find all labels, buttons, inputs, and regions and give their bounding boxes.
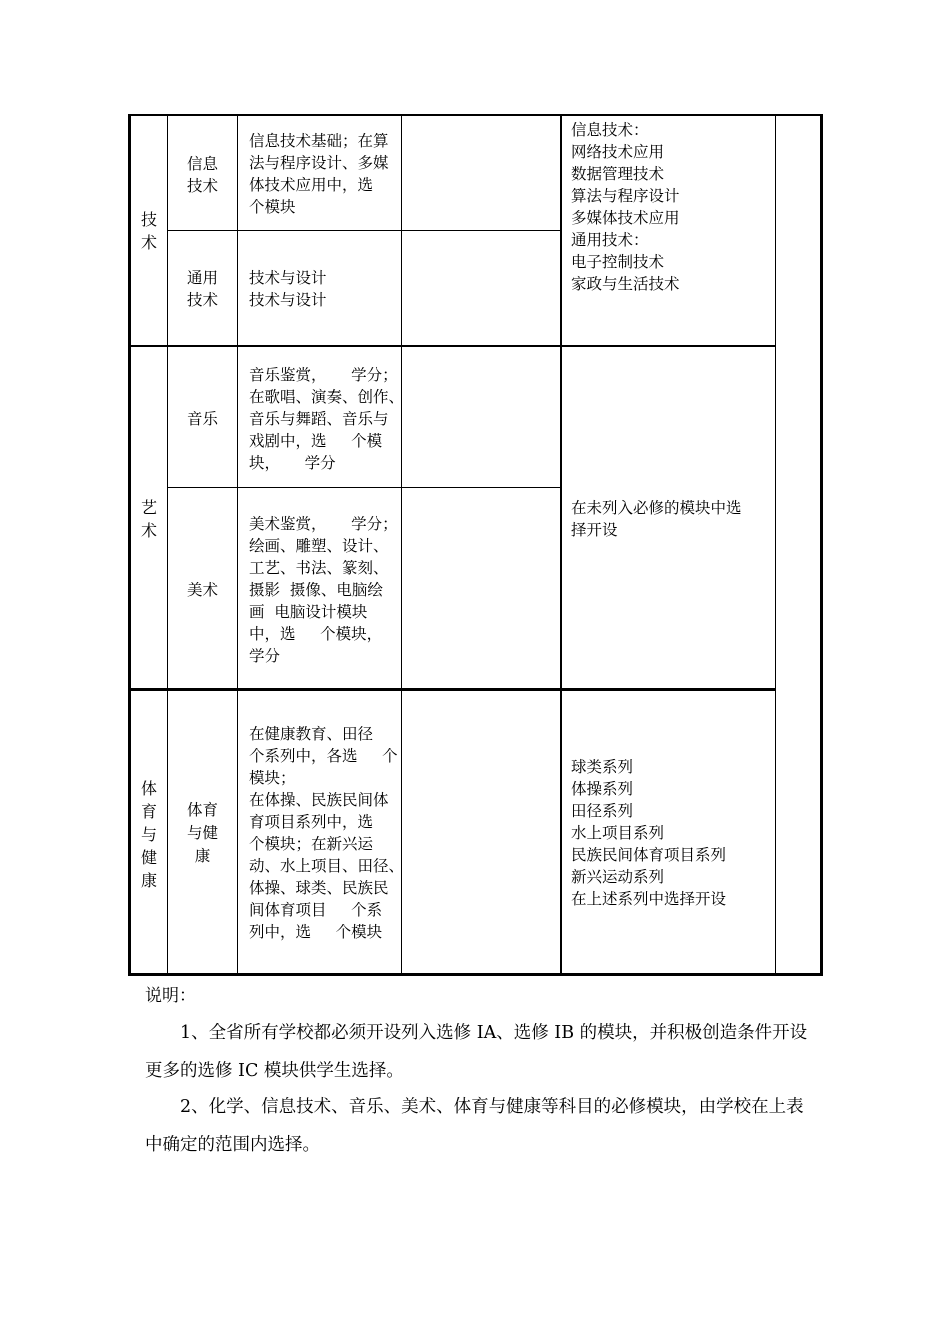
note-item-2 xyxy=(145,1088,815,1164)
subject-info-tech: 信息 技术 xyxy=(186,155,218,195)
subject-fine-art: 美术 xyxy=(186,581,218,599)
requirement-music: 音乐鉴赏， 学分； 在歌唱、演奏、创作、 音乐与舞蹈、音乐与 戏剧中，选 个模 块， 学分 xyxy=(249,366,405,472)
row-line-group-2 xyxy=(128,688,776,691)
table-border-bottom xyxy=(128,973,823,976)
row-line-group-1 xyxy=(128,345,776,347)
requirement-general-tech: 技术与设计 技术与设计 xyxy=(249,269,327,309)
category-technology: 技 术 xyxy=(140,210,157,252)
category-pe-health: 体 育 与 健 康 xyxy=(140,779,157,890)
requirement-pe-health: 在健康教育、田径 个系列中，各选 个 模块； 在体操、民族民间体 育项目系列中，选 个模块；在新兴运 动、水上项目、田径、 体操、球类、民族民 间体育项目 个系 列中，选 个模块 xyxy=(249,725,405,941)
requirement-info-tech: 信息技术基础；在算 法与程序设计、多媒 体技术应用中，选 个模块 xyxy=(249,132,389,216)
col-line-5 xyxy=(775,114,776,975)
subject-general-tech: 通用 技术 xyxy=(186,269,218,309)
notes-heading: 说明： xyxy=(145,986,196,1006)
note-item-1-text: 1、全省所有学校都必须开设列入选修 IA、选修 IB 的模块，并积极创造条件开设更多的选修 IC 模块供学生选择。 xyxy=(145,1023,808,1081)
row-line-art-sub xyxy=(167,487,561,488)
table-border-right xyxy=(820,114,823,976)
subject-music: 音乐 xyxy=(186,410,218,428)
table-border-top xyxy=(128,114,823,116)
electives-art: 在未列入必修的模块中选 择开设 xyxy=(571,499,742,539)
electives-pe-health: 球类系列 体操系列 田径系列 水上项目系列 民族民间体育项目系列 新兴运动系列 在上述系列中选择开设 xyxy=(571,758,727,908)
note-item-2-text: 2、化学、信息技术、音乐、美术、体育与健康等科目的必修模块，由学校在上表中确定的范围内选择。 xyxy=(145,1097,804,1155)
col-line-4 xyxy=(560,114,562,975)
table-border-left xyxy=(128,114,131,976)
row-line-tech-sub xyxy=(167,230,561,231)
note-item-1 xyxy=(145,1014,815,1090)
subject-pe-health: 体育 与健 康 xyxy=(186,801,218,865)
electives-technology: 信息技术： 网络技术应用 数据管理技术 算法与程序设计 多媒体技术应用 通用技术： 电子控制技术 家政与生活技术 xyxy=(571,121,680,293)
category-art: 艺 术 xyxy=(140,498,157,540)
requirement-fine-art: 美术鉴赏， 学分； 绘画、雕塑、设计、 工艺、书法、篆刻、 摄影 摄像、电脑绘 画 电脑设计模块 中，选 个模块， 学分 xyxy=(249,515,398,665)
col-line-2 xyxy=(237,114,238,975)
